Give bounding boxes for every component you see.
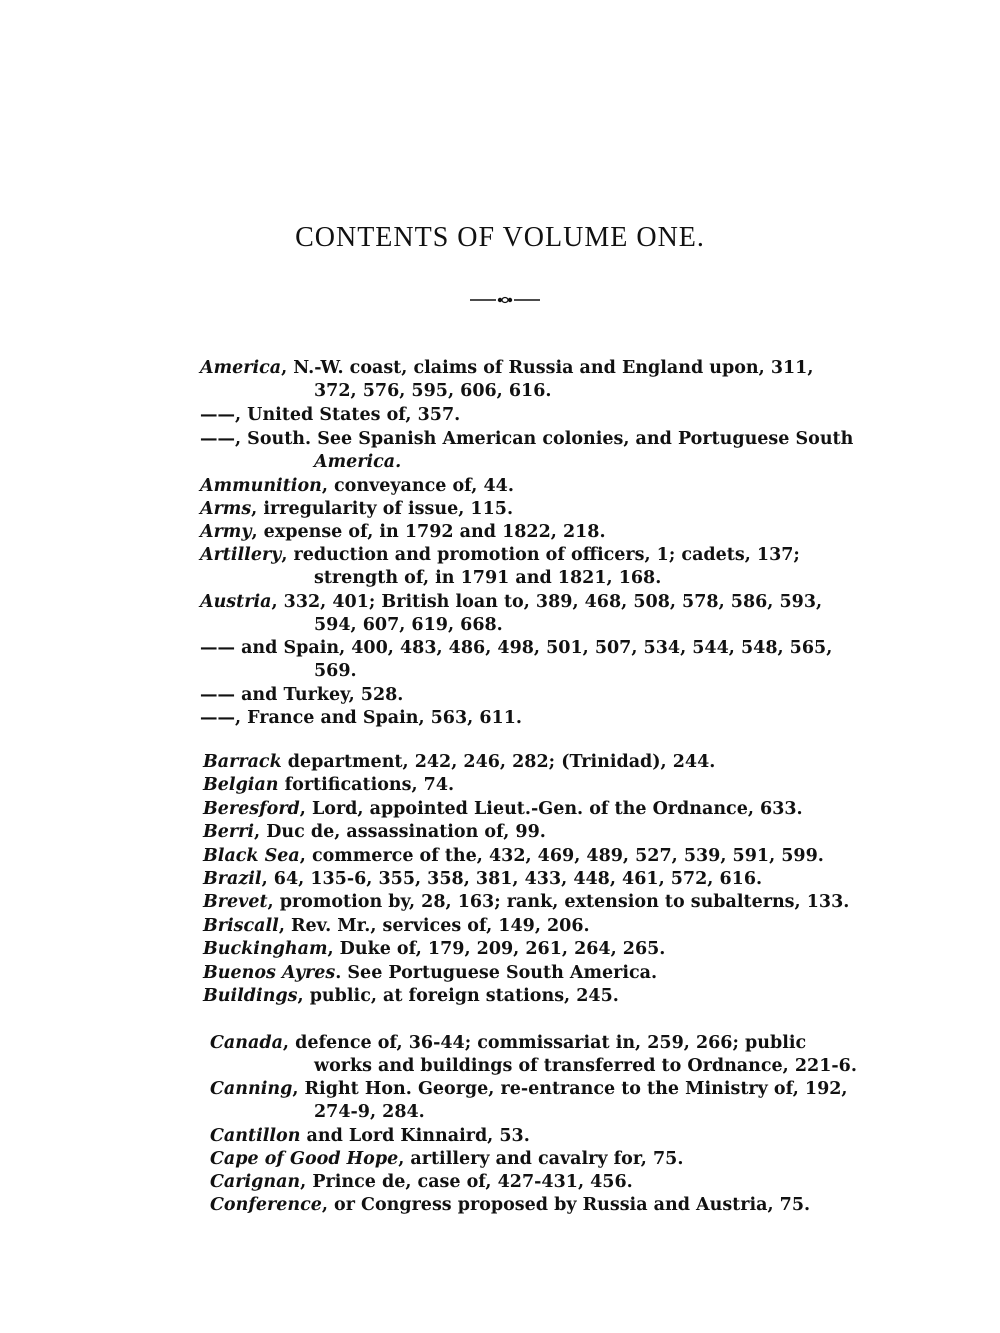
index-entry <box>203 821 546 844</box>
index-entry-continuation <box>314 451 401 474</box>
entry-text: , Lord, appointed Lieut.-Gen. of the Ordnance, 633. <box>299 799 803 819</box>
index-entry-continuation <box>314 567 661 590</box>
entry-text: , N.-W. coast, claims of Russia and England upon, 311, <box>281 358 814 378</box>
entry-text: , Duc de, assassination of, 99. <box>254 822 546 842</box>
entry-text: , Prince de, case of, 427-431, 456. <box>300 1172 633 1192</box>
entry-text: and Lord Kinnaird, 53. <box>300 1126 530 1146</box>
entry-text: , artillery and cavalry for, 75. <box>398 1149 684 1169</box>
index-entry <box>210 1148 683 1171</box>
entry-text: , or Congress proposed by Russia and Austria, 75. <box>321 1195 811 1215</box>
index-entry <box>200 591 822 614</box>
index-entry <box>203 845 824 868</box>
index-subentry <box>200 637 832 660</box>
entry-heading: Black Sea <box>203 846 300 866</box>
index-entry <box>200 544 800 567</box>
index-entry <box>210 1125 530 1148</box>
entry-text: ——, United States of, 357. <box>200 405 461 425</box>
entry-text: —— and Spain, 400, 483, 486, 498, 501, 507, 534, 544, 548, 565, <box>200 638 833 658</box>
index-entry <box>210 1078 848 1101</box>
index-subentry <box>200 707 522 730</box>
index-entry-continuation <box>314 1101 425 1124</box>
ornament-divider <box>470 293 540 307</box>
entry-heading: Cape of Good Hope <box>210 1149 399 1169</box>
index-entry <box>200 498 513 521</box>
entry-text: works and buildings of transferred to Ordnance, 221-6. <box>314 1056 857 1076</box>
index-entry <box>210 1171 633 1194</box>
entry-text: , Duke of, 179, 209, 261, 264, 265. <box>327 939 666 959</box>
entry-text: 372, 576, 595, 606, 616. <box>314 381 552 401</box>
entry-text: , conveyance of, 44. <box>321 476 514 496</box>
entry-heading: Beresford <box>203 799 300 819</box>
index-entry <box>210 1194 810 1217</box>
entry-heading: Brazil <box>203 869 262 889</box>
entry-heading: Canada <box>210 1033 283 1053</box>
entry-heading: Brevet <box>203 892 268 912</box>
index-subentry <box>200 684 403 707</box>
entry-heading: Conference <box>210 1195 322 1215</box>
index-entry <box>203 774 454 797</box>
index-subentry <box>200 428 853 451</box>
entry-text: , Rev. Mr., services of, 149, 206. <box>278 916 590 936</box>
entry-text: , 332, 401; British loan to, 389, 468, 508, 578, 586, 593, <box>271 592 823 612</box>
index-entry <box>200 475 514 498</box>
entry-heading: Cantillon <box>210 1126 301 1146</box>
index-entry <box>203 962 657 985</box>
index-entry <box>203 891 849 914</box>
entry-text: ——, France and Spain, 563, 611. <box>200 708 522 728</box>
index-entry-continuation <box>314 380 551 403</box>
entry-text: , 64, 135-6, 355, 358, 381, 433, 448, 461, 572, 616. <box>261 869 763 889</box>
index-entry <box>203 938 665 961</box>
page-title: CONTENTS OF VOLUME ONE. <box>295 222 705 253</box>
index-entry-continuation <box>314 614 503 637</box>
index-entry <box>203 915 590 938</box>
entry-heading: Army <box>200 522 252 542</box>
entry-heading: Buckingham <box>203 939 328 959</box>
entry-text: 274-9, 284. <box>314 1102 425 1122</box>
entry-heading: Buildings <box>203 986 298 1006</box>
entry-text: , reduction and promotion of officers, 1; cadets, 137; <box>281 545 800 565</box>
entry-heading: Berri <box>203 822 255 842</box>
entry-heading: Austria <box>200 592 272 612</box>
index-entry <box>200 521 606 544</box>
entry-text: —— and Turkey, 528. <box>200 685 404 705</box>
index-entry <box>203 985 619 1008</box>
entry-text: 594, 607, 619, 668. <box>314 615 503 635</box>
entry-text: , public, at foreign stations, 245. <box>297 986 619 1006</box>
entry-text: , promotion by, 28, 163; rank, extension to subalterns, 133. <box>267 892 850 912</box>
index-subentry <box>200 404 460 427</box>
index-entry <box>203 798 803 821</box>
entry-text: ——, South. See Spanish American colonies, and Portuguese South <box>200 429 854 449</box>
index-entry-continuation <box>314 1055 857 1078</box>
index-entry <box>203 751 715 774</box>
entry-text: , irregularity of issue, 115. <box>251 499 514 519</box>
index-entry-continuation <box>314 660 357 683</box>
entry-text: . See Portuguese South America. <box>335 963 658 983</box>
entry-heading: Buenos Ayres <box>203 963 336 983</box>
entry-heading: America. <box>314 452 402 472</box>
entry-text: fortifications, 74. <box>278 775 455 795</box>
entry-heading: Artillery <box>200 545 282 565</box>
entry-text: department, 242, 246, 282; (Trinidad), 244. <box>281 752 716 772</box>
entry-text: , commerce of the, 432, 469, 489, 527, 539, 591, 599. <box>299 846 824 866</box>
entry-heading: Canning <box>210 1079 293 1099</box>
entry-heading: Belgian <box>203 775 279 795</box>
entry-heading: Barrack <box>203 752 282 772</box>
index-entry <box>210 1032 806 1055</box>
index-entry <box>203 868 762 891</box>
entry-text: 569. <box>314 661 357 681</box>
entry-text: , Right Hon. George, re-entrance to the Ministry of, 192, <box>292 1079 848 1099</box>
entry-heading: Arms <box>200 499 252 519</box>
entry-heading: America <box>200 358 282 378</box>
entry-heading: Carignan <box>210 1172 301 1192</box>
entry-text: , expense of, in 1792 and 1822, 218. <box>251 522 606 542</box>
entry-text: , defence of, 36-44; commissariat in, 259, 266; public <box>282 1033 807 1053</box>
index-entry <box>200 357 813 380</box>
entry-text: strength of, in 1791 and 1821, 168. <box>314 568 662 588</box>
entry-heading: Briscall <box>203 916 279 936</box>
entry-heading: Ammunition <box>200 476 322 496</box>
